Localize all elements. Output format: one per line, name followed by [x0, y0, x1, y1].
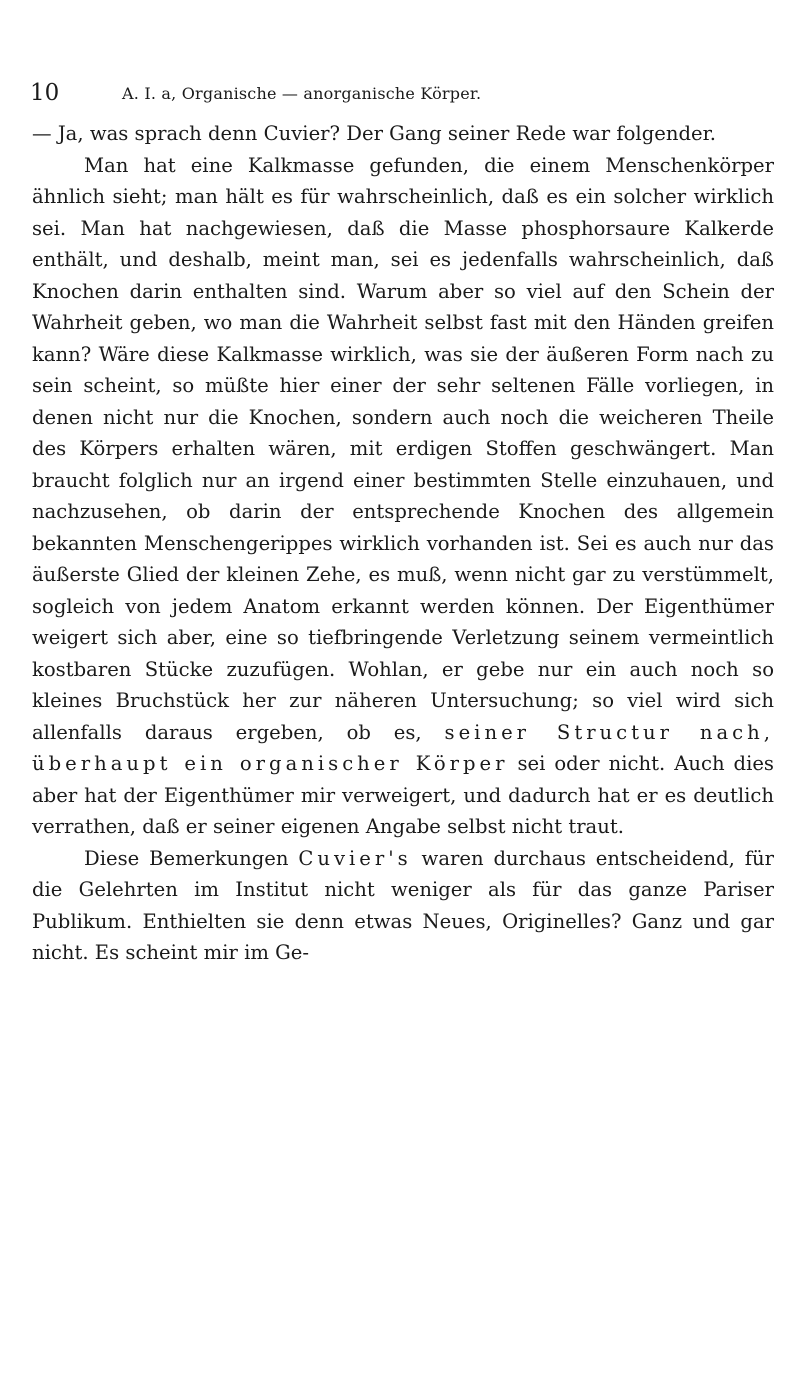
- paragraph-3-text: Diese Bemerkungen: [84, 846, 299, 870]
- paragraph-2-emphasis: seiner Structur nach, überhaupt ein organischer Körper: [32, 720, 774, 775]
- body-text: [32, 118, 774, 969]
- paragraph-3-text-end: waren durchaus entscheidend, für die Gelehrten im Institut nicht weniger als für das ganze Pariser Publikum. Enthielten sie denn etwas Neues, Originelles? Ganz und gar nicht. Es scheint mir im Ge-: [32, 846, 774, 964]
- running-head: A. I. a, Organische — anorganische Körper.: [122, 84, 482, 103]
- page-header: [30, 80, 770, 110]
- paragraph-3: [32, 843, 774, 969]
- paragraph-2-text: Man hat eine Kalkmasse gefunden, die einem Menschenkörper ähnlich sieht; man hält es für wahrscheinlich, daß es ein solcher wirklich sei. Man hat nachgewiesen, daß die Masse phosphorsaure Kalkerde enthält, und deshalb, meint man, sei es jedenfalls wahrscheinlich, daß Knochen darin enthalten sind. Warum aber so viel auf den Schein der Wahrheit geben, wo man die Wahrheit selbst fast mit den Händen greifen kann? Wäre diese Kalkmasse wirklich, was sie der äußeren Form nach zu sein scheint, so müßte hier einer der sehr seltenen Fälle vorliegen, in denen nicht nur die Knochen, sondern auch noch die weicheren Theile des Körpers erhalten wären, mit erdigen Stoffen geschwängert. Man braucht folglich nur an irgend einer bestimmten Stelle einzuhauen, und nachzusehen, ob darin der entsprechende Knochen des allgemein bekannten Menschengerippes wirklich vorhanden ist. Sei es auch nur das äußerste Glied der kleinen Zehe, es muß, wenn nicht gar zu verstümmelt, sogleich von jedem Anatom erkannt werden können. Der Eigenthümer weigert sich aber, eine so tiefbringende Verletzung seinem vermeintlich kostbaren Stücke zuzufügen. Wohlan, er gebe nur ein auch noch so kleines Bruchstück her zur näheren Untersuchung; so viel wird sich allenfalls daraus ergeben, ob es,: [32, 153, 774, 744]
- paragraph-2-text-end: sei oder nicht. Auch dies aber hat der Eigenthümer mir verweigert, und dadurch hat er es deutlich verrathen, daß er seiner eigenen Angabe selbst nicht traut.: [32, 752, 774, 838]
- paragraph-2: [32, 150, 774, 843]
- paragraph-1-text: — Ja, was sprach denn Cuvier? Der Gang seiner Rede war folgender.: [32, 122, 717, 145]
- paragraph-1: [32, 118, 774, 150]
- paragraph-3-emphasis: Cuvier's: [298, 846, 412, 870]
- page-number: 10: [30, 80, 60, 106]
